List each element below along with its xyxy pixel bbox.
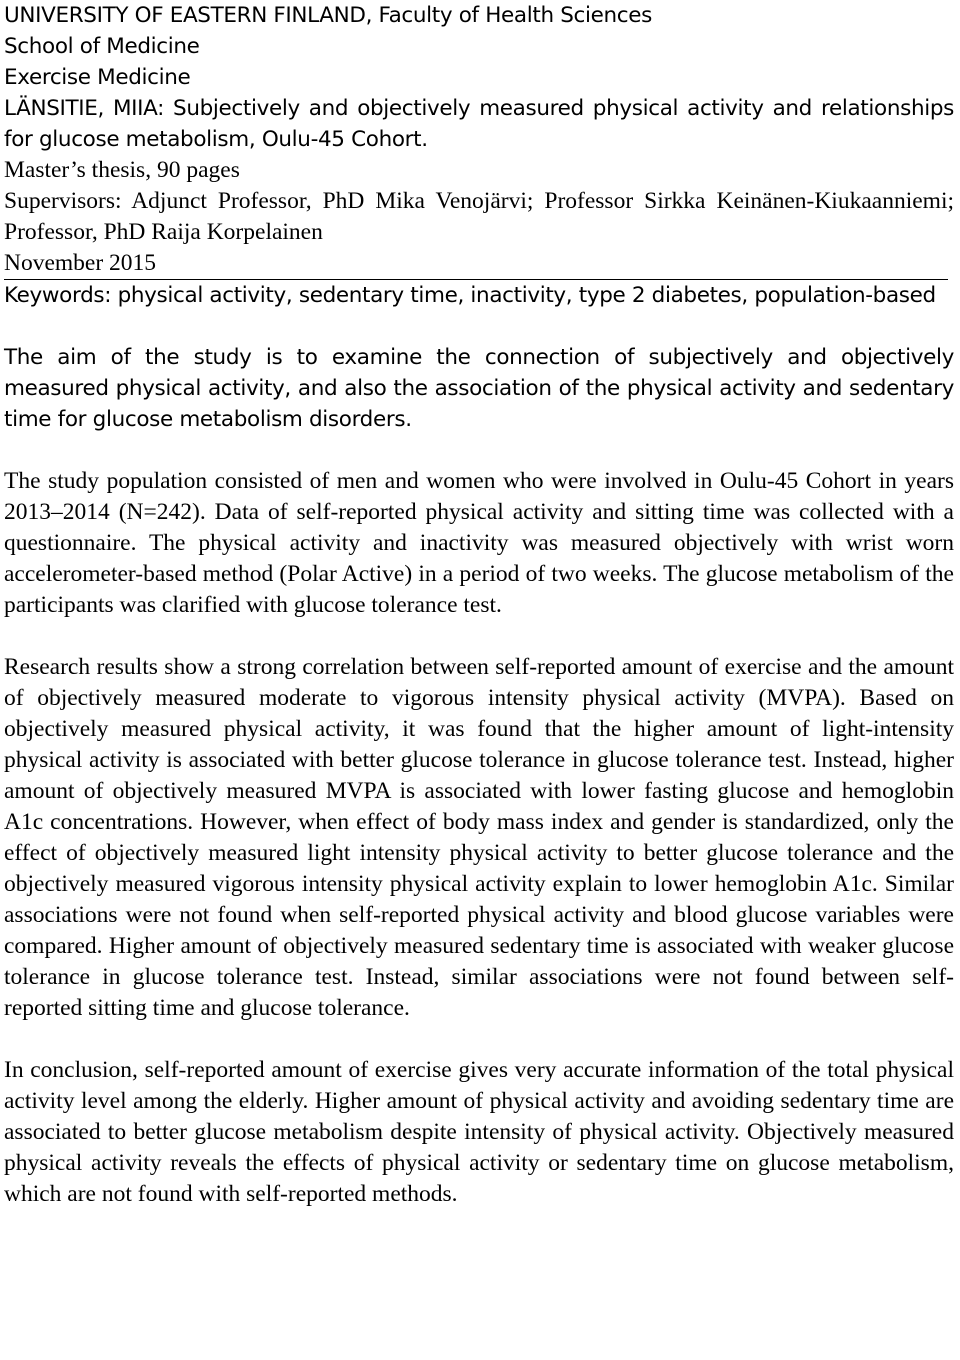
spacer (4, 621, 954, 652)
population-rest: Data of self-reported physical activity and sitting time was collected with a questionnaire. The physical activity and inactivity was measured objectively with wrist worn accelerometer-based method (Polar Active) in a period of two weeks. The glucose metabolism of the participants was clarified with glucose tolerance test. (4, 499, 954, 618)
abstract-aim: The aim of the study is to examine the connection of subjectively and objectively measured physical activity, and also the association of the physical activity and sedentary time for glucose metabolism disorders. (4, 345, 954, 432)
school-line: School of Medicine (4, 34, 200, 59)
spacer (4, 435, 954, 466)
spacer (4, 311, 954, 342)
abstract-results: Research results show a strong correlation between self-reported amount of exercise and the amount of objectively measured moderate to vigorous intensity physical activity (MVPA). Based on objectively measured physical activity, it was found that the higher amount of light-intensity physical activity is associated with better glucose tolerance in glucose tolerance test. Instead, higher amount of objectively measured MVPA is associated with lower fasting glucose and hemoglobin A1c concentrations. However, when effect of body mass index and gender is standardized, only the effect of objectively measured light intensity physical activity to better glucose tolerance and the objectively measured vigorous intensity physical activity explain to lower hemoglobin A1c. Similar associations were not found when self-reported physical activity and blood glucose variables were compared. Higher amount of objectively measured sedentary time is associated with weaker glucose tolerance in glucose tolerance test. Instead, similar associations were not found between self-reported sitting time and glucose tolerance. (4, 654, 954, 1021)
population-lead: The study population consisted of men and women who were involved in Oulu-45 Cohort in years 2013–2014 (N=242). (4, 468, 954, 525)
institution-line: UNIVERSITY OF EASTERN FINLAND, Faculty of Health Sciences (4, 3, 652, 28)
thesis-info: Master’s thesis, 90 pages (4, 157, 240, 183)
keywords: Keywords: physical activity, sedentary time, inactivity, type 2 diabetes, population-based (4, 283, 936, 308)
abstract-population (4, 466, 954, 621)
spacer (4, 1024, 954, 1055)
abstract-page (4, 0, 954, 1210)
author-title: LÄNSITIE, MIIA: Subjectively and objectively measured physical activity and relationships for glucose metabolism, Oulu-45 Cohort. (4, 96, 954, 152)
department-line: Exercise Medicine (4, 65, 191, 90)
abstract-conclusion: In conclusion, self-reported amount of exercise gives very accurate information of the total physical activity level among the elderly. Higher amount of physical activity and avoiding sedentary time are associated to better glucose metabolism despite intensity of physical activity. Objectively measured physical activity reveals the effects of physical activity or sedentary time on glucose metabolism, which are not found with self-reported methods. (4, 1057, 954, 1207)
date-line: November 2015 (4, 250, 157, 276)
supervisors: Supervisors: Adjunct Professor, PhD Mika Venojärvi; Professor Sirkka Keinänen-Kiukaanniemi; Professor, PhD Raija Korpelainen (4, 188, 954, 245)
